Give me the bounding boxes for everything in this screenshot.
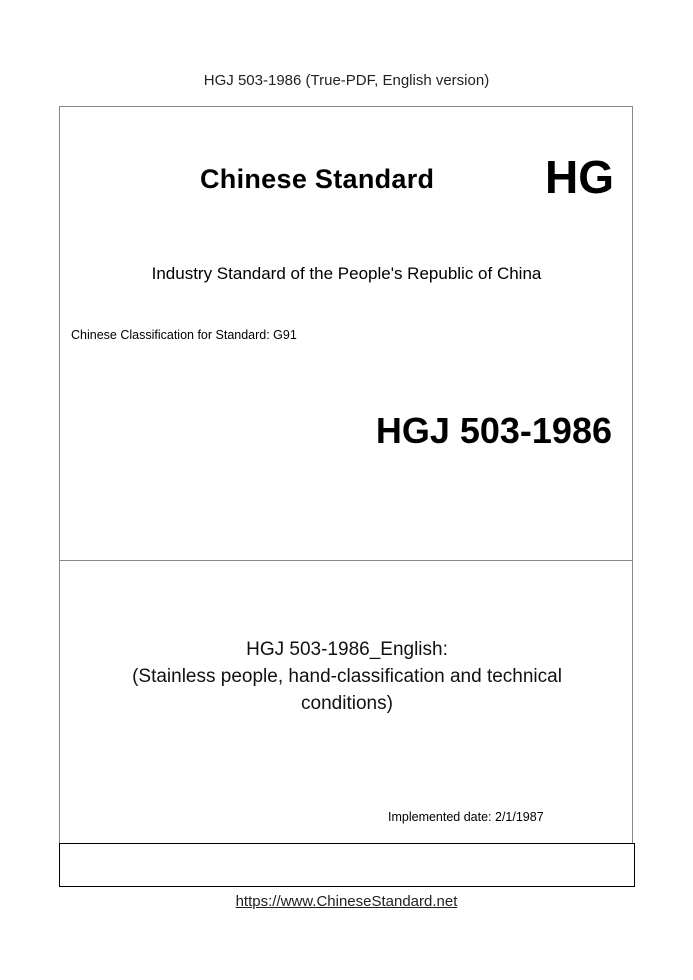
- industry-standard-line: Industry Standard of the People's Republic of China: [151, 264, 542, 283]
- cover-panel-bottom: [59, 843, 635, 887]
- document-header: HGJ 503-1986 (True-PDF, English version): [203, 72, 490, 89]
- standard-number: HGJ 503-1986: [375, 410, 612, 451]
- implemented-date: Implemented date: 2/1/1987: [388, 810, 544, 824]
- english-title-line-3: conditions): [301, 693, 393, 714]
- cover-code: HG: [545, 151, 614, 203]
- classification-line: Chinese Classification for Standard: G91: [71, 328, 297, 342]
- english-title: [60, 636, 634, 717]
- english-title-line-2: (Stainless people, hand-classification and technical: [132, 666, 562, 687]
- footer-website-link[interactable]: https://www.ChineseStandard.net: [235, 893, 458, 910]
- english-title-line-1: HGJ 503-1986_English:: [246, 639, 448, 660]
- cover-title: Chinese Standard: [200, 164, 435, 194]
